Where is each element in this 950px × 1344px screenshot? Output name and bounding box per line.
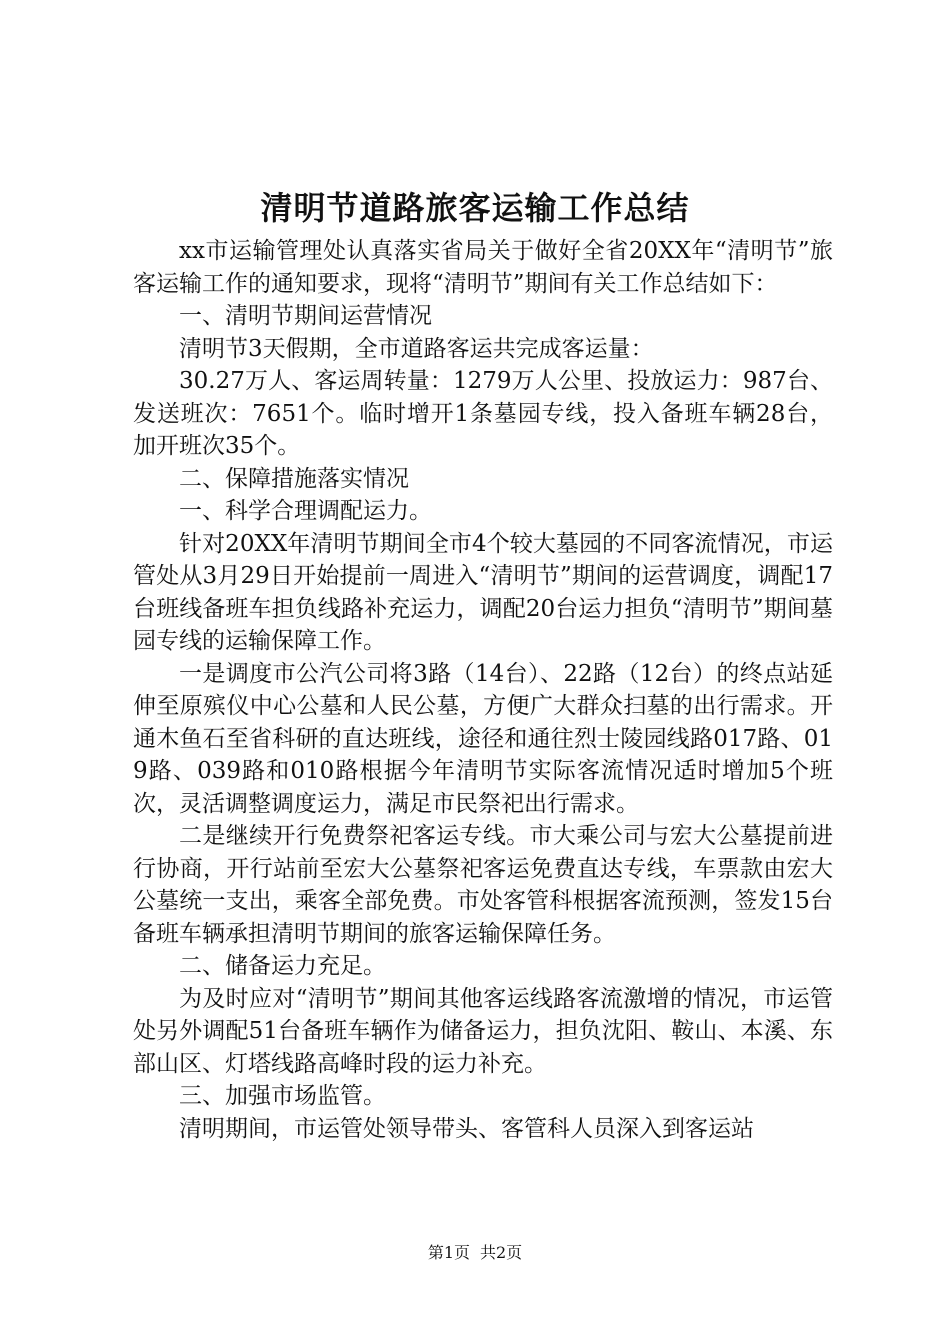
paragraph-free-shuttle: 二是继续开行免费祭祀客运专线。市大乘公司与宏大公墓提前进行协商，开行站前至宏大公墓祭祀客运免费直达专线，车票款由宏大公墓统一支出，乘客全部免费。市处客管科根据客流预测，签发15台备班车辆承担清明节期间的旅客运输保障任务。 — [133, 823, 833, 947]
paragraph-statistics: 30.27万人、客运周转量：1279万人公里、投放运力：987台、发送班次：7651个。临时增开1条墓园专线，投入备班车辆28台，加开班次35个。 — [133, 368, 833, 459]
paragraph-holiday-volume: 清明节3天假期，全市道路客运共完成客运量： — [179, 335, 654, 362]
heading-operations: 一、清明节期间运营情况 — [179, 303, 432, 329]
paragraph-reserve-capacity: 为及时应对“清明节”期间其他客运线路客流激增的情况，市运管处另外调配51台备班车辆作为储备运力，担负沈阳、鞍山、本溪、东部山区、灯塔线路高峰时段的运力补充。 — [133, 985, 833, 1077]
paragraph-intro: xx市运输管理处认真落实省局关于做好全省20XX年“清明节”旅客运输工作的通知要求，现将“清明节”期间有关工作总结如下： — [133, 238, 833, 297]
page-footer — [0, 1241, 950, 1265]
document-title: 清明节道路旅客运输工作总结 — [260, 189, 690, 227]
heading-measures: 二、保障措施落实情况 — [179, 465, 409, 492]
page-number: 第1页 — [427, 1243, 470, 1262]
heading-reserve-capacity: 二、储备运力充足。 — [179, 953, 386, 979]
document-body — [133, 235, 833, 1145]
paragraph-capacity-allocation: 针对20XX年清明节期间全市4个较大墓园的不同客流情况，市运管处从3月29日开始提前一周进入“清明节”期间的运营调度，调配17台班线备班车担负线路补充运力，调配20台运力担负“清明节”期间墓园专线的运输保障工作。 — [133, 530, 833, 654]
heading-capacity-allocation: 一、科学合理调配运力。 — [179, 498, 432, 524]
paragraph-market-supervision: 清明期间，市运管处领导带头、客管科人员深入到客运站 — [179, 1115, 754, 1142]
heading-market-supervision: 三、加强市场监管。 — [179, 1083, 386, 1109]
paragraph-bus-dispatch: 一是调度市公汽公司将3路（14台）、22路（12台）的终点站延伸至原殡仪中心公墓和人民公墓，方便广大群众扫墓的出行需求。开通木鱼石至省科研的直达班线，途径和通往烈士陵园线路017路、019路、039路和010路根据今年清明节实际客流情况适时增加5个班次，灵活调整调度运力，满足市民祭祀出行需求。 — [133, 660, 833, 817]
page-total: 共2页 — [480, 1243, 523, 1262]
